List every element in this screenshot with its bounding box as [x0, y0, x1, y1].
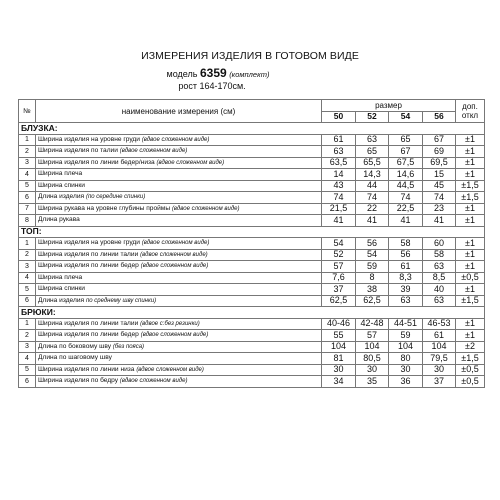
model-number: 6359 — [199, 66, 227, 80]
model-note: (комплект) — [229, 70, 270, 79]
size-value: 44,5 — [389, 180, 423, 192]
table-row — [19, 261, 485, 273]
tolerance-header-line2: откл — [461, 111, 479, 120]
size-value: 34 — [322, 376, 356, 388]
size-value: 57 — [322, 261, 356, 273]
size-value: 39 — [389, 284, 423, 296]
section-title: БЛУЗКА: — [19, 123, 485, 135]
tolerance-value: ±1 — [456, 249, 485, 261]
measurement-label: Ширина рукава на уровне глубины проймы — [38, 204, 171, 212]
measurement-label: Ширина изделия на уровне груди — [38, 135, 140, 143]
row-number: 1 — [19, 134, 36, 146]
column-header-name: наименование измерения (см) — [36, 100, 322, 123]
tolerance-value: ±1,5 — [456, 192, 485, 204]
size-value: 61 — [389, 261, 423, 273]
measurement-label: Ширина изделия по линии талии — [38, 250, 139, 258]
row-number: 6 — [19, 192, 36, 204]
section-header-row — [19, 123, 485, 135]
measurement-label: Длина изделия — [38, 296, 85, 304]
size-value: 67,5 — [389, 157, 423, 169]
measurement-name — [36, 376, 322, 388]
measurement-label: Длина изделия — [38, 193, 85, 201]
measurement-label: Ширина изделия по линии бедер — [38, 262, 139, 270]
size-value: 81 — [322, 353, 356, 365]
row-number: 4 — [19, 169, 36, 181]
measurement-note: (вдвое сложенном виде) — [171, 205, 240, 212]
size-value: 41 — [389, 215, 423, 227]
size-value: 74 — [322, 192, 356, 204]
row-number: 5 — [19, 180, 36, 192]
size-value: 62,5 — [322, 295, 356, 307]
size-value: 14,3 — [356, 169, 389, 181]
table-row — [19, 215, 485, 227]
size-value: 55 — [322, 330, 356, 342]
size-value: 30 — [356, 364, 389, 376]
size-value: 63 — [356, 134, 389, 146]
measurement-name — [36, 192, 322, 204]
measurement-name — [36, 318, 322, 330]
tolerance-value: ±1 — [456, 261, 485, 273]
row-number: 5 — [19, 284, 36, 296]
row-number: 4 — [19, 353, 36, 365]
size-value: 8,3 — [389, 272, 423, 284]
measurement-name — [36, 146, 322, 158]
table-row — [19, 376, 485, 388]
model-line — [0, 66, 468, 80]
size-value: 63 — [322, 146, 356, 158]
measurement-label: Ширина изделия по линии бедер/низа — [38, 158, 155, 166]
size-value: 37 — [322, 284, 356, 296]
tolerance-value: ±1 — [456, 330, 485, 342]
size-value: 41 — [423, 215, 456, 227]
measurement-label: Ширина изделия по талии — [38, 147, 118, 155]
table-row — [19, 134, 485, 146]
size-value: 57 — [356, 330, 389, 342]
row-number: 2 — [19, 146, 36, 158]
tolerance-value: ±1,5 — [456, 295, 485, 307]
measurement-name — [36, 157, 322, 169]
size-value: 79,5 — [423, 353, 456, 365]
tolerance-value: ±0,5 — [456, 376, 485, 388]
size-value: 36 — [389, 376, 423, 388]
tolerance-value: ±1 — [456, 318, 485, 330]
size-value: 58 — [389, 238, 423, 250]
size-value: 45 — [423, 180, 456, 192]
size-value: 22 — [356, 203, 389, 215]
size-value: 8,5 — [423, 272, 456, 284]
document-title: ИЗМЕРЕНИЯ ИЗДЕЛИЯ В ГОТОВОМ ВИДЕ — [141, 50, 359, 62]
measurement-note: (вдвое сложенном виде) — [140, 263, 209, 270]
size-value: 40 — [423, 284, 456, 296]
row-number: 5 — [19, 364, 36, 376]
measurement-note: (вдвое сложенном виде) — [140, 332, 209, 339]
measurement-note: (по середине спинки) — [85, 194, 146, 201]
measurement-name — [36, 203, 322, 215]
tolerance-value: ±2 — [456, 341, 485, 353]
table-row — [19, 364, 485, 376]
tolerance-value: ±1 — [456, 169, 485, 181]
table-row — [19, 180, 485, 192]
size-value: 46-53 — [423, 318, 456, 330]
row-number: 6 — [19, 295, 36, 307]
measurement-note: (вдвое с:без резинки) — [140, 320, 200, 327]
size-value: 61 — [322, 134, 356, 146]
measurement-label: Ширина изделия по линии бедер — [38, 331, 139, 339]
size-value: 22,5 — [389, 203, 423, 215]
size-value: 104 — [423, 341, 456, 353]
size-value: 62,5 — [356, 295, 389, 307]
size-value: 74 — [389, 192, 423, 204]
measurement-label: Ширина плеча — [38, 273, 83, 281]
measurement-name — [36, 180, 322, 192]
measurement-name — [36, 330, 322, 342]
size-value: 44-51 — [389, 318, 423, 330]
measurement-name — [36, 238, 322, 250]
row-number: 4 — [19, 272, 36, 284]
size-value: 41 — [322, 215, 356, 227]
row-number: 6 — [19, 376, 36, 388]
column-header-number: № — [19, 100, 36, 123]
size-value: 35 — [356, 376, 389, 388]
measurement-note: (вдвое сложенном виде) — [156, 159, 225, 166]
size-value: 30 — [322, 364, 356, 376]
size-value: 60 — [423, 238, 456, 250]
measurement-name — [36, 341, 322, 353]
measurement-label: Длина рукава — [38, 216, 80, 224]
size-value: 65,5 — [356, 157, 389, 169]
size-value: 7,6 — [322, 272, 356, 284]
measurement-label: Ширина изделия по линии низа — [38, 365, 135, 373]
tolerance-value: ±1 — [456, 238, 485, 250]
measurement-label: Ширина плеча — [38, 170, 83, 178]
size-value: 63,5 — [322, 157, 356, 169]
size-value: 56 — [389, 249, 423, 261]
size-header: 50 — [322, 111, 356, 123]
measurement-note: (вдвое сложенном виде) — [141, 136, 210, 143]
measurement-note: (вдвое сложенном виде) — [119, 148, 188, 155]
measurements-table — [18, 99, 485, 388]
row-number: 7 — [19, 203, 36, 215]
measurement-label: Ширина изделия по линии талии — [38, 319, 139, 327]
size-value: 63 — [423, 261, 456, 273]
size-value: 69,5 — [423, 157, 456, 169]
row-number: 2 — [19, 249, 36, 261]
measurement-name — [36, 261, 322, 273]
row-number: 1 — [19, 318, 36, 330]
measurement-name — [36, 134, 322, 146]
size-value: 65 — [389, 134, 423, 146]
size-value: 14 — [322, 169, 356, 181]
size-value: 80 — [389, 353, 423, 365]
size-value: 63 — [423, 295, 456, 307]
table-header-row — [19, 100, 485, 112]
measurement-note: (вдвое сложенном виде) — [141, 240, 210, 247]
section-title: БРЮКИ: — [19, 307, 485, 319]
row-number: 2 — [19, 330, 36, 342]
row-number: 3 — [19, 261, 36, 273]
size-value: 38 — [356, 284, 389, 296]
size-value: 37 — [423, 376, 456, 388]
tolerance-value: ±0,5 — [456, 364, 485, 376]
measurement-label: Ширина спинки — [38, 181, 85, 189]
measurement-name — [36, 272, 322, 284]
measurement-note: (вдвое сложенном виде) — [136, 366, 204, 373]
row-number: 3 — [19, 341, 36, 353]
tolerance-value: ±1 — [456, 157, 485, 169]
section-title: ТОП: — [19, 226, 485, 238]
table-row — [19, 318, 485, 330]
size-value: 56 — [356, 238, 389, 250]
row-number: 1 — [19, 238, 36, 250]
table-row — [19, 203, 485, 215]
row-number: 8 — [19, 215, 36, 227]
size-value: 54 — [356, 249, 389, 261]
size-value: 52 — [322, 249, 356, 261]
table-row — [19, 330, 485, 342]
measurement-note: (без пояса) — [112, 343, 145, 350]
size-value: 14,6 — [389, 169, 423, 181]
size-value: 40-46 — [322, 318, 356, 330]
size-value: 15 — [423, 169, 456, 181]
measurement-note: (вдвое сложенном виде) — [119, 378, 188, 385]
measurement-name — [36, 249, 322, 261]
tolerance-value: ±1 — [456, 134, 485, 146]
section-header-row — [19, 307, 485, 319]
tolerance-header-line1: доп. — [462, 102, 478, 111]
size-value: 59 — [389, 330, 423, 342]
size-value: 21,5 — [322, 203, 356, 215]
size-value: 44 — [356, 180, 389, 192]
size-value: 59 — [356, 261, 389, 273]
size-value: 30 — [423, 364, 456, 376]
size-value: 74 — [423, 192, 456, 204]
table-row — [19, 341, 485, 353]
size-value: 104 — [356, 341, 389, 353]
column-header-size: размер — [322, 100, 456, 112]
table-row — [19, 169, 485, 181]
table-row — [19, 249, 485, 261]
measurement-label: Ширина спинки — [38, 285, 85, 293]
size-value: 67 — [423, 134, 456, 146]
tolerance-value: ±1 — [456, 146, 485, 158]
tolerance-value: ±1 — [456, 203, 485, 215]
measurement-label: Длина по боковому шву — [38, 342, 112, 350]
size-value: 30 — [389, 364, 423, 376]
column-header-tolerance — [456, 100, 485, 123]
measurement-name — [36, 284, 322, 296]
table-row — [19, 238, 485, 250]
table-row — [19, 192, 485, 204]
measurement-label: Ширина изделия на уровне груди — [38, 239, 140, 247]
size-value: 67 — [389, 146, 423, 158]
tolerance-value: ±1,5 — [456, 180, 485, 192]
table-row — [19, 284, 485, 296]
tolerance-value: ±1 — [456, 215, 485, 227]
measurement-note: (вдвое сложенном виде) — [140, 251, 208, 258]
size-value: 104 — [322, 341, 356, 353]
size-header: 56 — [423, 111, 456, 123]
tolerance-value: ±1,5 — [456, 353, 485, 365]
size-value: 41 — [356, 215, 389, 227]
size-value: 54 — [322, 238, 356, 250]
model-prefix: модель — [166, 69, 198, 79]
table-row — [19, 353, 485, 365]
measurement-name — [36, 295, 322, 307]
size-value: 42-48 — [356, 318, 389, 330]
size-header: 54 — [389, 111, 423, 123]
table-row — [19, 146, 485, 158]
table-row — [19, 295, 485, 307]
row-number: 3 — [19, 157, 36, 169]
measurement-label: Ширина изделия по бедру — [38, 377, 119, 385]
size-value: 23 — [423, 203, 456, 215]
size-value: 80,5 — [356, 353, 389, 365]
size-value: 61 — [423, 330, 456, 342]
table-row — [19, 157, 485, 169]
size-value: 58 — [423, 249, 456, 261]
height-line: рост 164-170см. — [178, 81, 246, 91]
size-value: 104 — [389, 341, 423, 353]
measurement-label: Длина по шаговому шву — [38, 354, 112, 362]
measurement-name — [36, 215, 322, 227]
size-value: 69 — [423, 146, 456, 158]
tolerance-value: ±1 — [456, 284, 485, 296]
table-row — [19, 272, 485, 284]
size-value: 8 — [356, 272, 389, 284]
tolerance-value: ±0,5 — [456, 272, 485, 284]
size-header: 52 — [356, 111, 389, 123]
size-value: 63 — [389, 295, 423, 307]
measurement-name — [36, 353, 322, 365]
measurement-name — [36, 169, 322, 181]
size-value: 65 — [356, 146, 389, 158]
size-value: 74 — [356, 192, 389, 204]
measurement-note: по среднему шву спинки) — [85, 297, 157, 304]
section-header-row — [19, 226, 485, 238]
size-value: 43 — [322, 180, 356, 192]
measurement-name — [36, 364, 322, 376]
